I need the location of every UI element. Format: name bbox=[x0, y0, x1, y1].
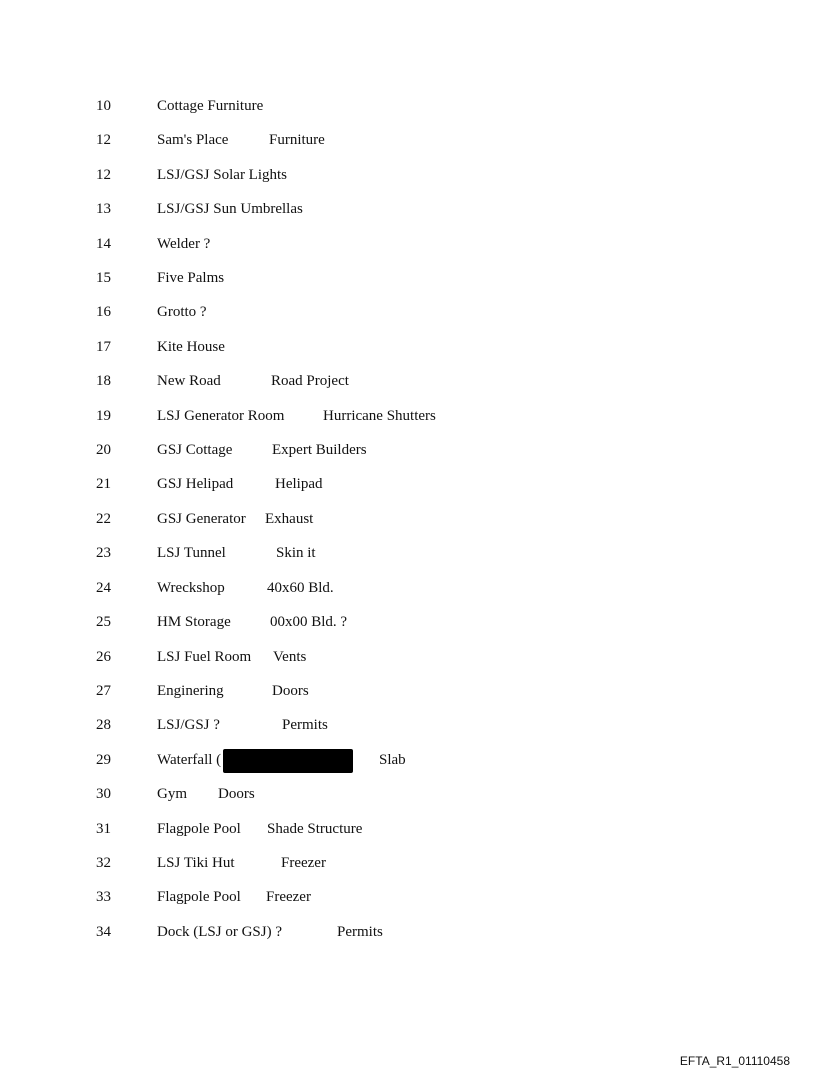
list-item bbox=[0, 473, 700, 495]
item-task: Slab bbox=[379, 752, 406, 768]
item-number: 34 bbox=[96, 924, 111, 940]
item-task: Hurricane Shutters bbox=[323, 408, 436, 424]
list-item bbox=[0, 886, 700, 908]
item-number: 24 bbox=[96, 580, 111, 596]
item-location: Flagpole Pool bbox=[157, 889, 241, 905]
item-location: LSJ Tiki Hut bbox=[157, 855, 235, 871]
item-number: 12 bbox=[96, 132, 111, 148]
item-task: Doors bbox=[272, 683, 309, 699]
item-number: 20 bbox=[96, 442, 111, 458]
item-number: 29 bbox=[96, 752, 111, 768]
item-location: Flagpole Pool bbox=[157, 821, 241, 837]
item-location: Five Palms bbox=[157, 270, 225, 286]
item-task: Shade Structure bbox=[267, 821, 363, 837]
list-item bbox=[0, 783, 700, 805]
list-item bbox=[0, 129, 700, 151]
item-number: 16 bbox=[96, 304, 111, 320]
item-task: Helipad bbox=[275, 476, 323, 492]
item-location: Sam's Place bbox=[157, 132, 229, 148]
item-number: 10 bbox=[96, 98, 111, 114]
item-location: Wreckshop bbox=[157, 580, 225, 596]
list-item bbox=[0, 508, 700, 530]
redaction-block bbox=[223, 749, 353, 773]
item-location: LSJ Tunnel bbox=[157, 545, 226, 561]
item-task: Doors bbox=[218, 786, 255, 802]
item-location: HM Storage bbox=[157, 614, 231, 630]
item-number: 14 bbox=[96, 236, 111, 252]
item-location: LSJ/GSJ ? bbox=[157, 717, 220, 733]
item-number: 32 bbox=[96, 855, 111, 871]
item-number: 33 bbox=[96, 889, 111, 905]
item-number: 27 bbox=[96, 683, 111, 699]
item-task: Road Project bbox=[271, 373, 349, 389]
item-task: Permits bbox=[282, 717, 328, 733]
item-number: 28 bbox=[96, 717, 111, 733]
list-item bbox=[0, 921, 700, 943]
item-location: LSJ/GSJ Solar Lights bbox=[157, 167, 288, 183]
list-item bbox=[0, 233, 700, 255]
item-location: GSJ Helipad bbox=[157, 476, 234, 492]
item-task: Skin it bbox=[276, 545, 316, 561]
item-location: LSJ Generator Room bbox=[157, 408, 285, 424]
item-number: 26 bbox=[96, 649, 111, 665]
list-item bbox=[0, 646, 700, 668]
item-location: Welder ? bbox=[157, 236, 211, 252]
item-task: Permits bbox=[337, 924, 383, 940]
item-task: 00x00 Bld. ? bbox=[270, 614, 348, 630]
list-item bbox=[0, 852, 700, 874]
item-task: Exhaust bbox=[265, 511, 314, 527]
list-item bbox=[0, 439, 700, 461]
item-number: 31 bbox=[96, 821, 111, 837]
item-location: Kite House bbox=[157, 339, 225, 355]
list-item bbox=[0, 680, 700, 702]
list-item bbox=[0, 267, 700, 289]
list-item bbox=[0, 95, 700, 117]
item-task: Freezer bbox=[281, 855, 326, 871]
item-task: Vents bbox=[273, 649, 307, 665]
item-number: 21 bbox=[96, 476, 111, 492]
document-id: EFTA_R1_01110458 bbox=[679, 1054, 790, 1068]
list-item bbox=[0, 405, 700, 427]
item-location: Gym bbox=[157, 786, 187, 802]
item-location: GSJ Generator bbox=[157, 511, 246, 527]
item-location: Dock (LSJ or GSJ) ? bbox=[157, 924, 282, 940]
item-location: Enginering bbox=[157, 683, 224, 699]
item-task: 40x60 Bld. bbox=[267, 580, 334, 596]
item-location: Cottage Furniture bbox=[157, 98, 264, 114]
list-item bbox=[0, 818, 700, 840]
list-item bbox=[0, 611, 700, 633]
item-number: 30 bbox=[96, 786, 111, 802]
item-location: New Road bbox=[157, 373, 221, 389]
list-item bbox=[0, 542, 700, 564]
list-item bbox=[0, 714, 700, 736]
item-number: 19 bbox=[96, 408, 111, 424]
item-location: LSJ/GSJ Sun Umbrellas bbox=[157, 201, 303, 217]
item-number: 15 bbox=[96, 270, 111, 286]
list-item bbox=[0, 577, 700, 599]
item-location: Grotto ? bbox=[157, 304, 207, 320]
item-number: 25 bbox=[96, 614, 111, 630]
item-number: 12 bbox=[96, 167, 111, 183]
list-item bbox=[0, 336, 700, 358]
item-number: 17 bbox=[96, 339, 111, 355]
item-number: 18 bbox=[96, 373, 111, 389]
item-number: 13 bbox=[96, 201, 111, 217]
item-location: Waterfall ( bbox=[157, 752, 222, 768]
list-item bbox=[0, 198, 700, 220]
item-location: GSJ Cottage bbox=[157, 442, 233, 458]
item-number: 23 bbox=[96, 545, 111, 561]
item-number: 22 bbox=[96, 511, 111, 527]
item-task: Expert Builders bbox=[272, 442, 367, 458]
list-item bbox=[0, 370, 700, 392]
list-item bbox=[0, 164, 700, 186]
list-item bbox=[0, 301, 700, 323]
item-task: Furniture bbox=[269, 132, 325, 148]
item-task: Freezer bbox=[266, 889, 311, 905]
item-location: LSJ Fuel Room bbox=[157, 649, 252, 665]
